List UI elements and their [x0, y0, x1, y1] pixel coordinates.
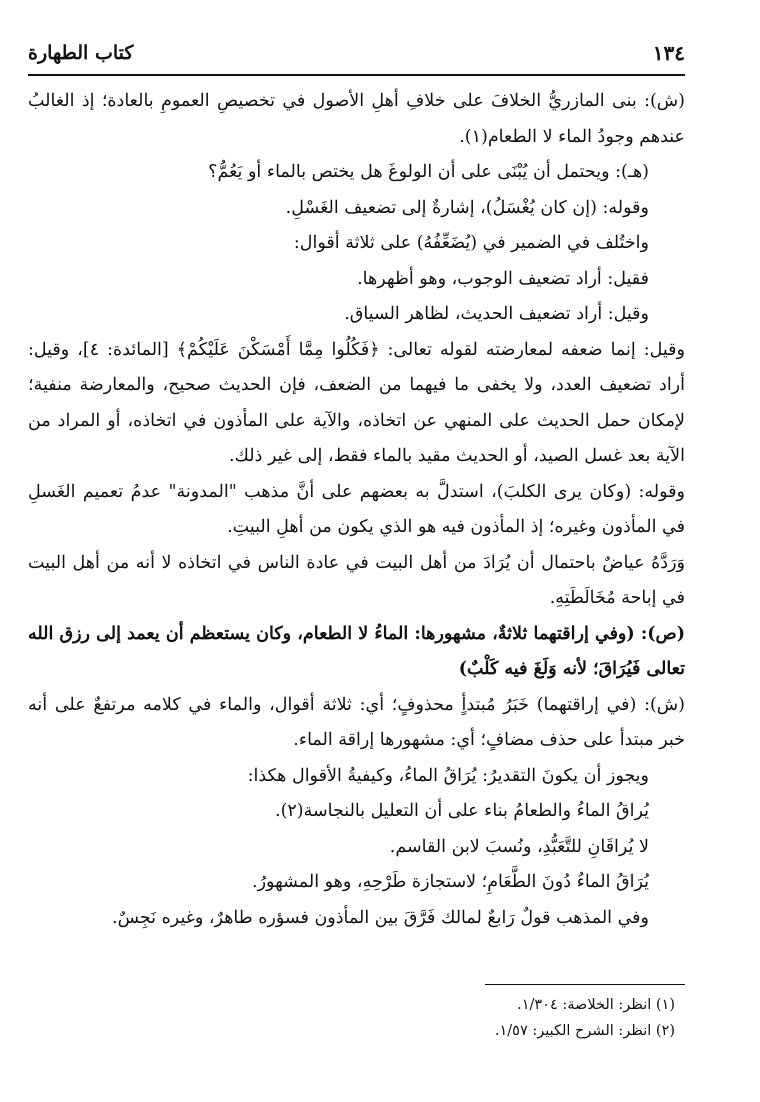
book-title: كتاب الطهارة: [28, 42, 134, 64]
paragraph: يُرَاقُ الماءُ دُونَ الطَّعَامِ؛ لاستجازة طَرْحِهِ، وهو المشهورُ.: [252, 872, 649, 892]
page-number: ١٣٤: [652, 41, 685, 65]
paragraph: وقوله: (إن كان يُغْسَلُ)، إشارةٌ إلى تضعيف الغَسْلِ.: [285, 197, 649, 218]
paragraph: (ش): بنى المازريُّ الخلافَ على خلافِ أهلِ الأصول في تخصيصِ العمومِ بالعادة؛ إذ الغالبُ عندهم وجودُ الماء لا الطعام(١).: [22, 91, 685, 147]
paragraph: فقيل: أراد تضعيف الوجوب، وهو أظهرها.: [357, 268, 649, 289]
paragraph: يُراقُ الماءُ والطعامُ بناء على أن التعليل بالنجاسة(٢).: [275, 801, 649, 821]
paragraph: واختُلف في الضمير في (يُضَعِّفُهُ) على ثلاثة أقوال:: [293, 233, 649, 253]
footnote-divider: [485, 984, 685, 985]
main-text: [21, 84, 685, 936]
footnote: (٢) انظر: الشرح الكبير: ١/٥٧.: [494, 1023, 675, 1039]
paragraph: (ص): (وفي إراقتهما ثلاثةٌ، مشهورها: الماءُ لا الطعام، وكان يستعظم أن يعمد إلى رزق الله تعالى فَيُرَاقَ؛ لأنه وَلَغَ فيه كَلْبٌ): [21, 623, 685, 679]
paragraph: ويجوز أن يكونَ التقديرُ: يُرَاقُ الماءُ، وكيفيةُ الأقوال هكذا:: [247, 765, 649, 786]
paragraph: وقيل: أراد تضعيف الحديث، لظاهر السياق.: [344, 304, 649, 324]
paragraph: وَرَدَّهُ عياضٌ باحتمال أن يُرَادَ من أهل البيت في عادة الناس في اتخاذه لا أنه من أهل البيت في إباحة مُخَالَطَتِهِ.: [22, 552, 685, 608]
paragraph: (هـ): ويحتمل أن يُبْنَى على أن الولوغَ هل يختص بالماء أو يَعُمُّ؟: [208, 162, 649, 182]
paragraph: لا يُراقَانِ للتَّعَبُّدِ، ونُسبَ لابن القاسم.: [389, 836, 649, 857]
footnotes: [28, 992, 685, 1044]
header-divider: [28, 74, 685, 76]
paragraph: وقوله: (وكان يرى الكلبَ)، استدلَّ به بعضهم على أنَّ مذهب "المدونة" عدمُ تعميم الغَسلِ في المأذون وغيره؛ إذ المأذون فيه هو الذي يكون من أهلِ البيتِ.: [22, 481, 685, 537]
paragraph: وفي المذهب قولٌ رَابعٌ لمالك فَرَّقَ بين المأذون فسؤره طاهرٌ، وغيره نَجِسٌ.: [112, 907, 649, 928]
footnote: (١) انظر: الخلاصة: ١/٣٠٤.: [517, 997, 675, 1013]
paragraph: وقيل: إنما ضعفه لمعارضته لقوله تعالى: ﴿فَكُلُوا مِمَّا أَمْسَكْنَ عَلَيْكُمْ﴾ [المائدة: ٤]، وقيل: أراد تضعيف العدد، ولا يخفى ما فيهما من الضعف، فإن الحديث صحيح، والمعارضة منفية؛ لإمكان حمل الحديث على المنهي عن اتخاذه، والآية على المأذون في اتخاذه، أو المراد من الآية بعد غسل الصيد، أو الحديث مقيد بالماء فقط، إلى غير ذلك.: [22, 339, 685, 466]
paragraph: (ش): (في إراقتهما) خَبَرُ مُبتدأٍ محذوفٍ؛ أي: ثلاثة أقوال، والماء في كلامه مرتفعٌ على أنه خبر مبتدأ على حذف مضافٍ؛ أي: مشهورها إراقة الماء.: [22, 694, 685, 750]
running-header: [28, 36, 685, 70]
